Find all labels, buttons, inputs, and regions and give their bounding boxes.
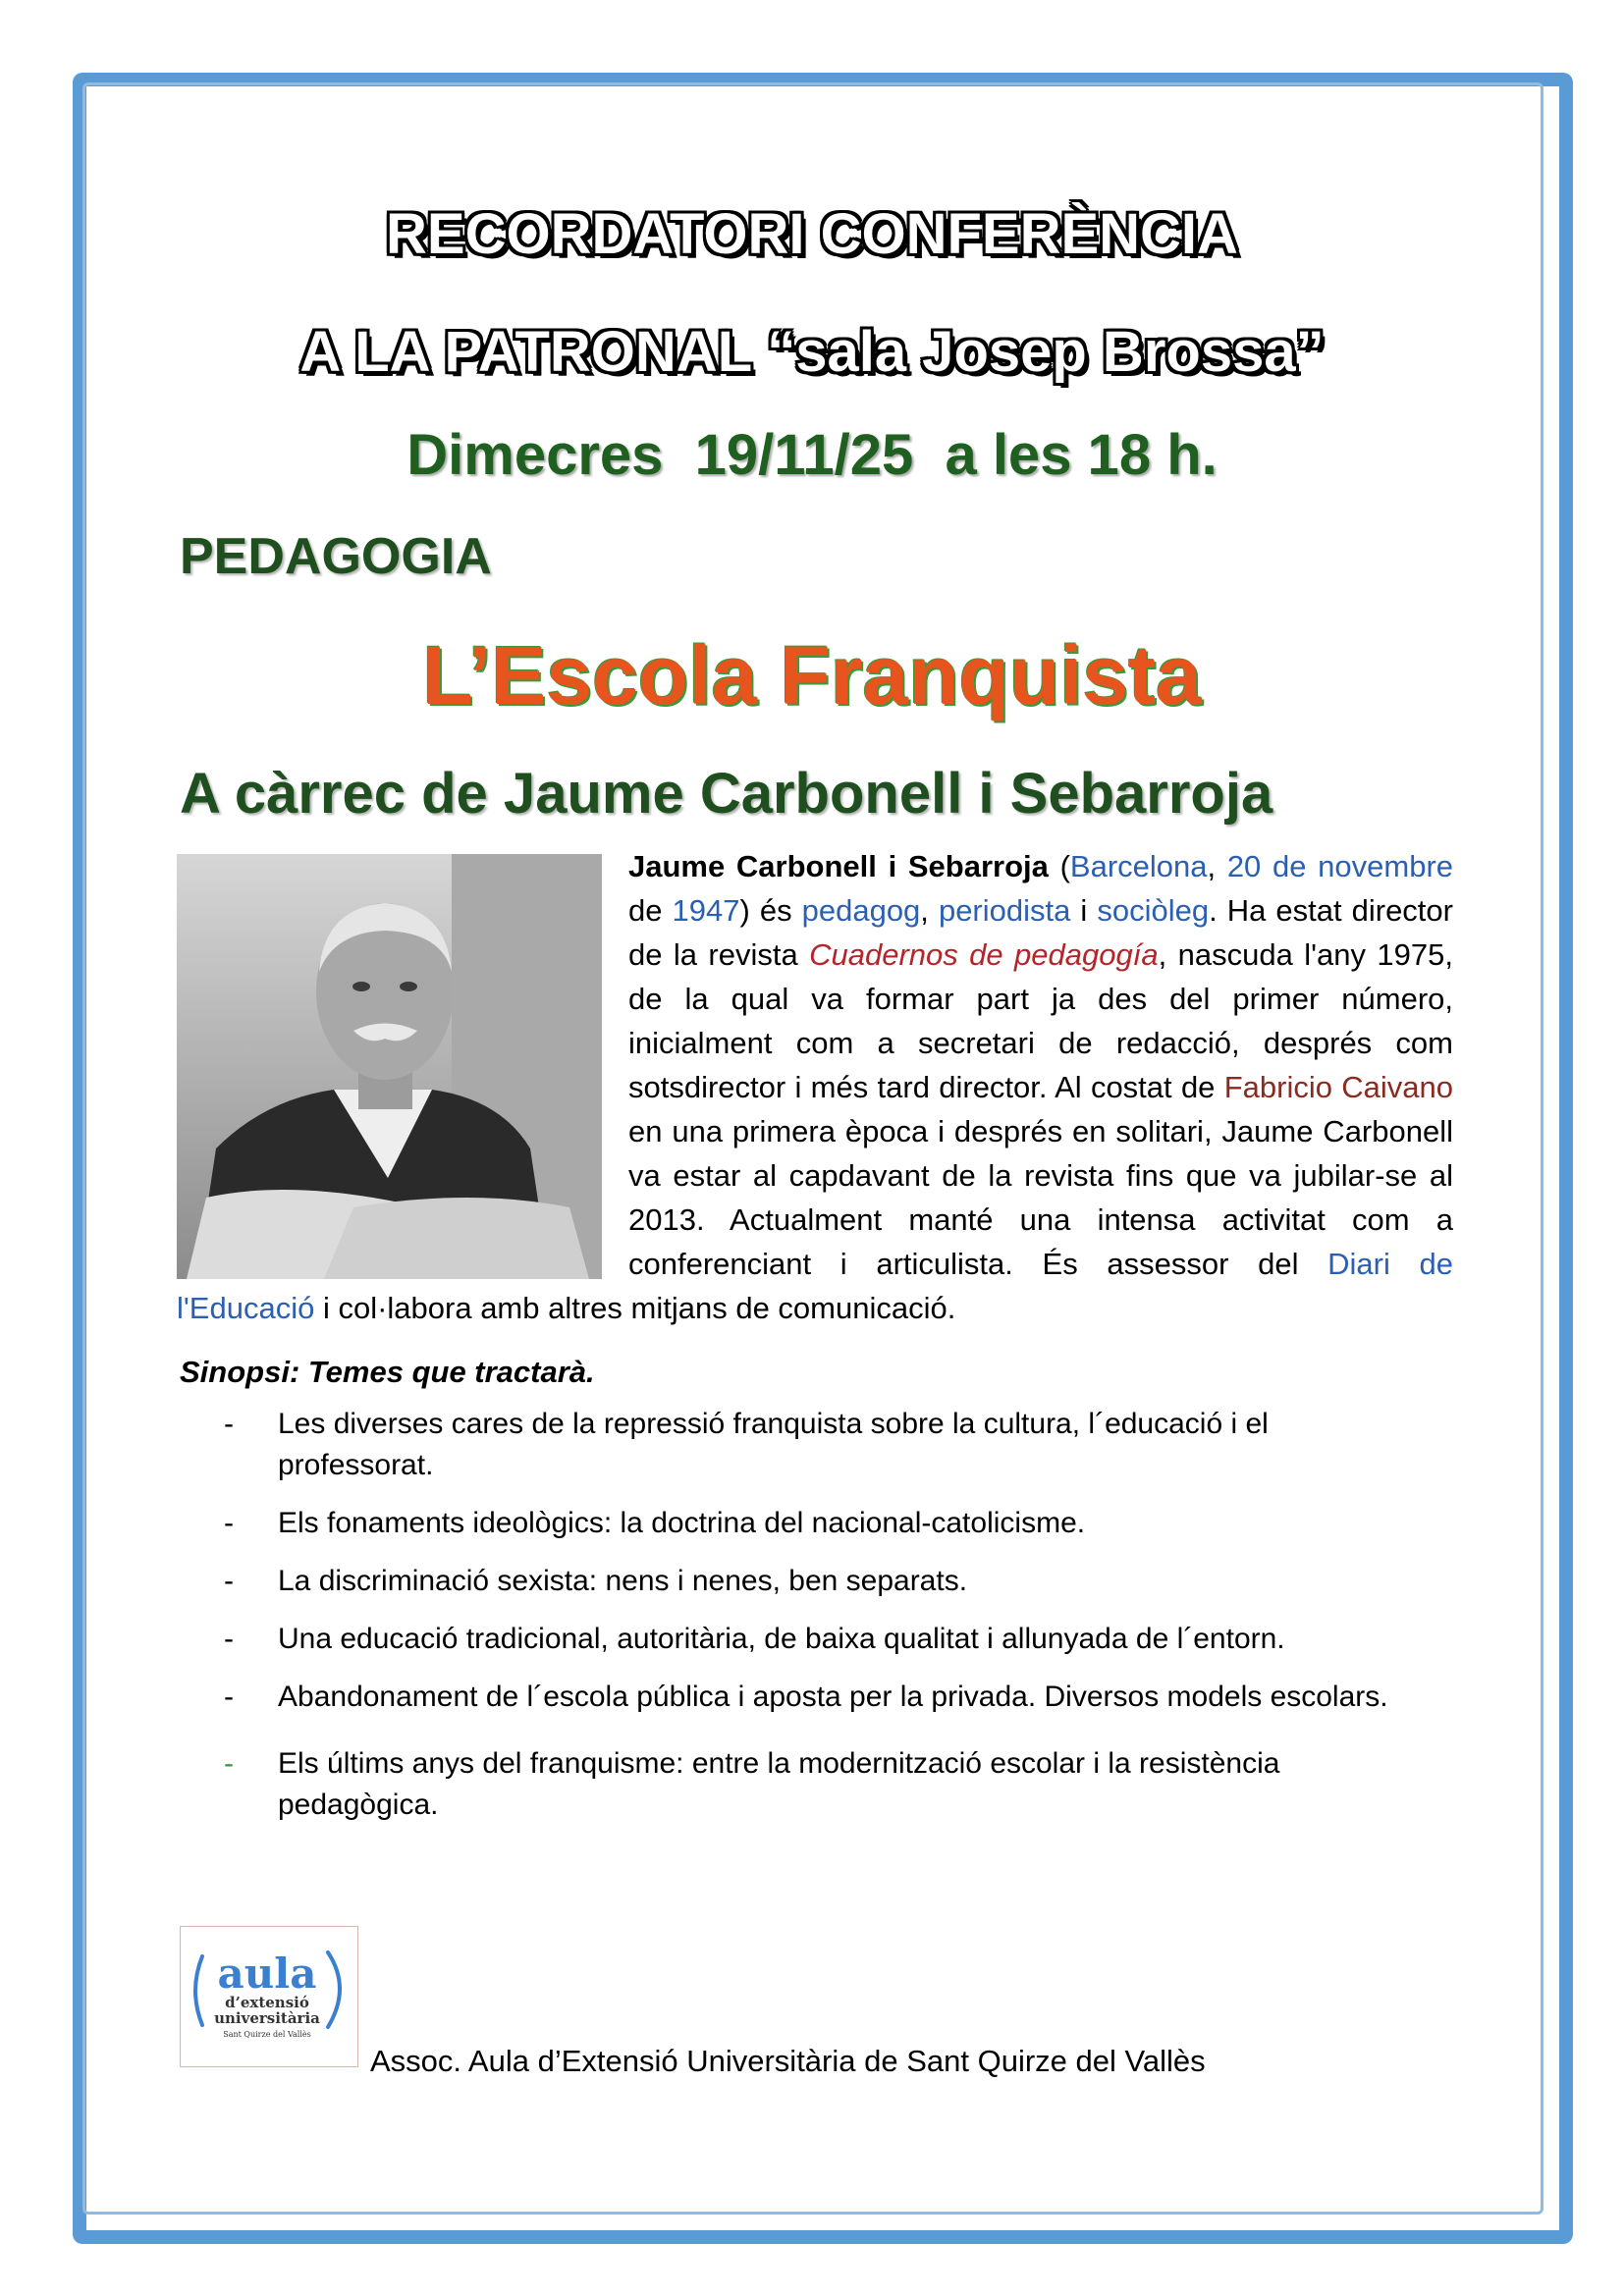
link-birth-year[interactable]: 1947 — [672, 893, 740, 928]
aula-logo — [180, 1926, 358, 2067]
link-periodista[interactable]: periodista — [938, 893, 1071, 928]
link-colleague[interactable]: Fabricio Caivano — [1223, 1070, 1454, 1104]
heading-reminder: RECORDATORI CONFERÈNCIA — [386, 202, 1238, 266]
list-dash: - — [224, 1507, 234, 1539]
link-birth-date[interactable]: 20 de novembre — [1226, 849, 1454, 883]
event-category: PEDAGOGIA — [180, 528, 492, 585]
event-title: L’Escola Franquista — [422, 629, 1202, 721]
list-dash: - — [224, 1681, 234, 1713]
list-item: - Una educació tradicional, autoritària, de baixa qualitat i allunyada de l´entorn. — [180, 1619, 1397, 1660]
speaker-biography: Jaume Carbonell i Sebarroja (Barcelona, 20 de novembre de 1947) és pedagog, periodista i sociòleg. Ha estat director de la revista Cuadernos de pedagogía, nascuda l'any 1975, de la qual va formar part ja des del primer número, inicialment com a secretari de redacció, després com sotsdirector i més tard director. Al costat de Fabricio Caivano en una primera època i després en solitari, Jaume Carbonell va estar al capdavant de la revista fins que va jubilar-se al 2013. Actualment manté una intensa activitat com a conferenciant i articulista. És assessor del Diari de l'Educació i col·labora amb altres mitjans de comunicació. — [177, 849, 1454, 1325]
logo-word: aula — [217, 1949, 317, 1998]
synopsis-heading: Sinopsi: Temes que tractarà. — [180, 1355, 595, 1389]
list-dash: - — [224, 1747, 234, 1780]
aula-logo-mark — [181, 1927, 357, 2066]
list-item: - Els últims anys del franquisme: entre la modernització escolar i la resistència pedagògica. — [180, 1743, 1397, 1826]
link-magazine[interactable]: Cuadernos de pedagogía — [809, 937, 1159, 972]
link-newspaper[interactable]: Diari de l'Educació — [177, 1247, 1453, 1325]
list-item: - Les diverses cares de la repressió franquista sobre la cultura, l´educació i el professorat. — [180, 1404, 1397, 1486]
link-pedagog[interactable]: pedagog — [801, 893, 921, 928]
list-dash: - — [224, 1408, 234, 1440]
logo-line2: universitària — [214, 2009, 320, 2027]
list-dash: - — [224, 1623, 234, 1655]
list-item: - Els fonaments ideològics: la doctrina del nacional-catolicisme. — [180, 1503, 1397, 1544]
event-speaker: A càrrec de Jaume Carbonell i Sebarroja — [180, 762, 1273, 826]
footer-association: Assoc. Aula d’Extensió Universitària de Sant Quirze del Vallès — [370, 2044, 1206, 2078]
synopsis-topics — [180, 1404, 1397, 1842]
list-dash: - — [224, 1565, 234, 1597]
speaker-name: Jaume Carbonell i Sebarroja — [628, 849, 1049, 883]
logo-line1: d’extensió — [225, 1994, 309, 2011]
list-item: - Abandonament de l´escola pública i aposta per la privada. Diversos models escolars. — [180, 1677, 1397, 1718]
logo-line3: Sant Quirze del Vallès — [223, 2030, 311, 2039]
list-item: - La discriminació sexista: nens i nenes, ben separats. — [180, 1561, 1397, 1602]
link-birth-place[interactable]: Barcelona — [1069, 849, 1208, 883]
heading-venue: A LA PATRONAL “sala Josep Brossa” — [299, 320, 1325, 384]
event-date: Dimecres 19/11/25 a les 18 h. — [406, 423, 1218, 487]
link-sociolog[interactable]: sociòleg — [1097, 893, 1210, 928]
